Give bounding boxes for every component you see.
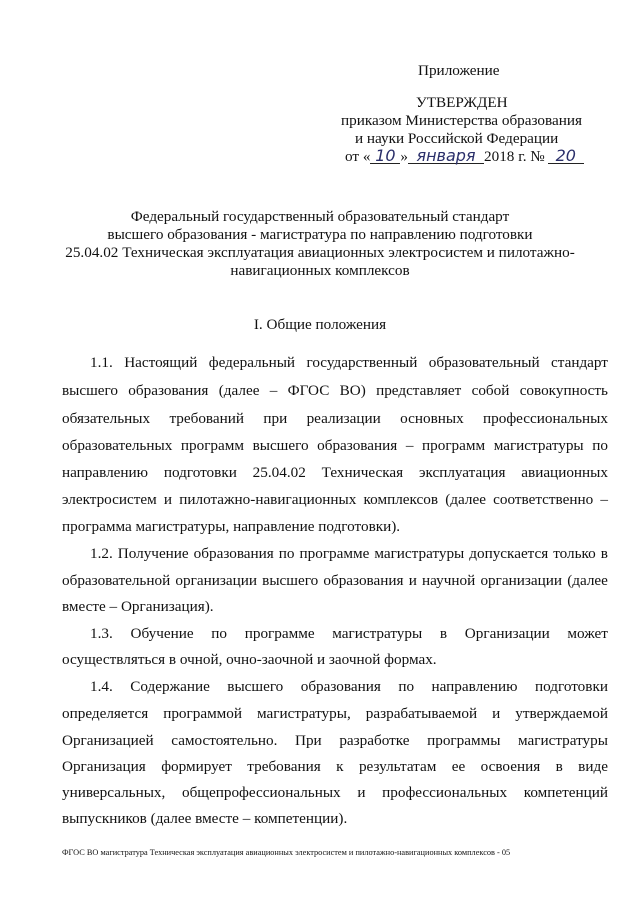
word: Содержание xyxy=(130,678,210,695)
word: организации xyxy=(175,572,257,589)
word: утверждаемой xyxy=(515,705,608,722)
order-number-handwritten: 20 xyxy=(548,148,584,164)
order-line-2: и науки Российской Федерации xyxy=(355,130,559,147)
p1-line-2 xyxy=(62,382,608,400)
word: при xyxy=(263,410,288,427)
p1-line-1 xyxy=(90,354,608,372)
word: программ xyxy=(422,437,486,454)
word: (далее xyxy=(567,572,608,589)
word: обязательных xyxy=(62,410,151,427)
word: высшего xyxy=(227,678,284,695)
section-heading: I. Общие положения xyxy=(253,316,387,333)
word: требований xyxy=(169,410,245,427)
word: направлению xyxy=(62,464,149,481)
word: электросистем xyxy=(62,491,157,508)
date-month-handwritten: января xyxy=(408,148,484,164)
word: 1.2. xyxy=(90,545,113,562)
word: разработке xyxy=(339,732,410,749)
p2-line-1 xyxy=(90,545,608,563)
order-date-line xyxy=(345,148,584,166)
word: Получение xyxy=(117,545,189,562)
word: и xyxy=(492,705,501,722)
word: магистратуры xyxy=(518,732,608,749)
p1-line-4 xyxy=(62,437,608,455)
word: допускается xyxy=(469,545,549,562)
word: ВО) xyxy=(339,382,366,399)
word: образования xyxy=(193,545,274,562)
page-footer: ФГОС ВО магистратура Техническая эксплуатация авиационных электросистем и пилотажно-навигационных комплексов - 05 xyxy=(62,848,511,857)
word: магистратуры xyxy=(374,545,465,562)
word: профессиональных xyxy=(382,784,508,801)
word: образования xyxy=(300,678,381,695)
word: реализации xyxy=(306,410,381,427)
word: программе xyxy=(244,625,315,642)
word: программой xyxy=(163,705,243,722)
word: представляет xyxy=(376,382,462,399)
word: в xyxy=(555,758,563,775)
word: по xyxy=(398,678,415,695)
word: формирует xyxy=(161,758,232,775)
approved-label: УТВЕРЖДЕН xyxy=(416,94,508,111)
word: образовательный xyxy=(428,354,540,371)
word: Организации xyxy=(464,625,550,642)
title-line-1: Федеральный государственный образовательный стандарт xyxy=(130,208,510,225)
word: Настоящий xyxy=(124,354,198,371)
word: (далее xyxy=(445,491,486,508)
word: только xyxy=(553,545,596,562)
word: авиационных xyxy=(521,464,608,481)
word: образовательной xyxy=(62,572,171,589)
word: по xyxy=(211,625,228,642)
word: к xyxy=(336,758,344,775)
date-day-handwritten: 10 xyxy=(370,148,400,164)
word: высшего xyxy=(62,382,118,399)
word: программы xyxy=(427,732,501,749)
word: Организация xyxy=(62,758,146,775)
word: разрабатываемой xyxy=(365,705,478,722)
word: научной xyxy=(422,572,476,589)
word: подготовки xyxy=(163,464,237,481)
word: образования xyxy=(323,572,404,589)
word: эксплуатация xyxy=(418,464,506,481)
word: общепрофессиональных xyxy=(181,784,341,801)
word: профессиональных xyxy=(483,410,608,427)
word: – xyxy=(600,491,608,508)
date-year-text: 2018 г. № xyxy=(484,148,545,165)
word: результатам xyxy=(358,758,437,775)
p4-line-2 xyxy=(62,705,608,723)
word: высшего xyxy=(262,572,319,589)
word: и xyxy=(408,572,417,589)
word: по xyxy=(278,545,295,562)
p4-line-1 xyxy=(90,678,608,696)
appendix-label: Приложение xyxy=(418,62,500,79)
word: и xyxy=(163,491,173,508)
word: – xyxy=(405,437,414,454)
word: универсальных, xyxy=(62,784,166,801)
word: в xyxy=(439,625,448,642)
word: государственный xyxy=(306,354,418,371)
word: подготовки xyxy=(534,678,608,695)
word: Техническая xyxy=(321,464,404,481)
word: программе xyxy=(299,545,370,562)
title-line-4: навигационных комплексов xyxy=(230,262,410,279)
p2-line-3: вместе – Организация). xyxy=(62,598,214,615)
word: 1.4. xyxy=(90,678,113,695)
date-from-text: от « xyxy=(345,148,371,165)
word: магистратуры, xyxy=(257,705,351,722)
word: совокупность xyxy=(519,382,608,399)
word: направлению xyxy=(431,678,518,695)
title-line-2: высшего образования - магистратура по направлению подготовки xyxy=(107,226,533,243)
p1-line-3 xyxy=(62,410,608,428)
word: требования xyxy=(247,758,321,775)
word: комплексов xyxy=(363,491,439,508)
order-line-1: приказом Министерства образования xyxy=(341,112,582,129)
word: магистратуры xyxy=(332,625,423,642)
word: основных xyxy=(400,410,464,427)
word: 1.3. xyxy=(90,625,113,642)
word: – xyxy=(269,382,278,399)
word: ее xyxy=(451,758,466,775)
word: определяется xyxy=(62,705,149,722)
word: 1.1. xyxy=(90,354,113,371)
word: компетенций xyxy=(523,784,608,801)
p4-line-4 xyxy=(62,758,608,776)
word: Организацией xyxy=(62,732,154,749)
word: Обучение xyxy=(130,625,194,642)
word: по xyxy=(592,437,608,454)
p3-line-1 xyxy=(90,625,608,643)
word: организации xyxy=(480,572,562,589)
p4-line-3 xyxy=(62,732,608,750)
word: в xyxy=(600,545,608,562)
word: образования xyxy=(128,382,209,399)
word: образования xyxy=(317,437,398,454)
p2-line-2 xyxy=(62,572,608,590)
p1-line-7: программа магистратуры, направление подготовки). xyxy=(62,518,401,535)
word: виде xyxy=(578,758,608,775)
word: может xyxy=(567,625,608,642)
word: самостоятельно. xyxy=(171,732,278,749)
word: и xyxy=(357,784,366,801)
word: При xyxy=(295,732,322,749)
word: федеральный xyxy=(208,354,296,371)
p1-line-6 xyxy=(62,491,608,509)
word: пилотажно-навигационных xyxy=(179,491,357,508)
word: собой xyxy=(471,382,510,399)
word: соответственно xyxy=(493,491,594,508)
p1-line-5 xyxy=(62,464,608,482)
p3-line-2: осуществляться в очной, очно-заочной и заочной формах. xyxy=(62,651,437,668)
word: (далее xyxy=(218,382,260,399)
p4-line-6: выпускников (далее вместе – компетенции). xyxy=(62,810,348,827)
date-mid-text: » xyxy=(400,148,409,165)
word: магистратуры xyxy=(493,437,584,454)
word: 25.04.02 xyxy=(252,464,306,481)
word: ФГОС xyxy=(287,382,330,399)
title-line-3: 25.04.02 Техническая эксплуатация авиационных электросистем и пилотажно- xyxy=(65,244,575,261)
p4-line-5 xyxy=(62,784,608,802)
word: программ xyxy=(180,437,244,454)
word: стандарт xyxy=(551,354,608,371)
word: образовательных xyxy=(62,437,173,454)
word: высшего xyxy=(252,437,309,454)
word: освоения xyxy=(480,758,541,775)
